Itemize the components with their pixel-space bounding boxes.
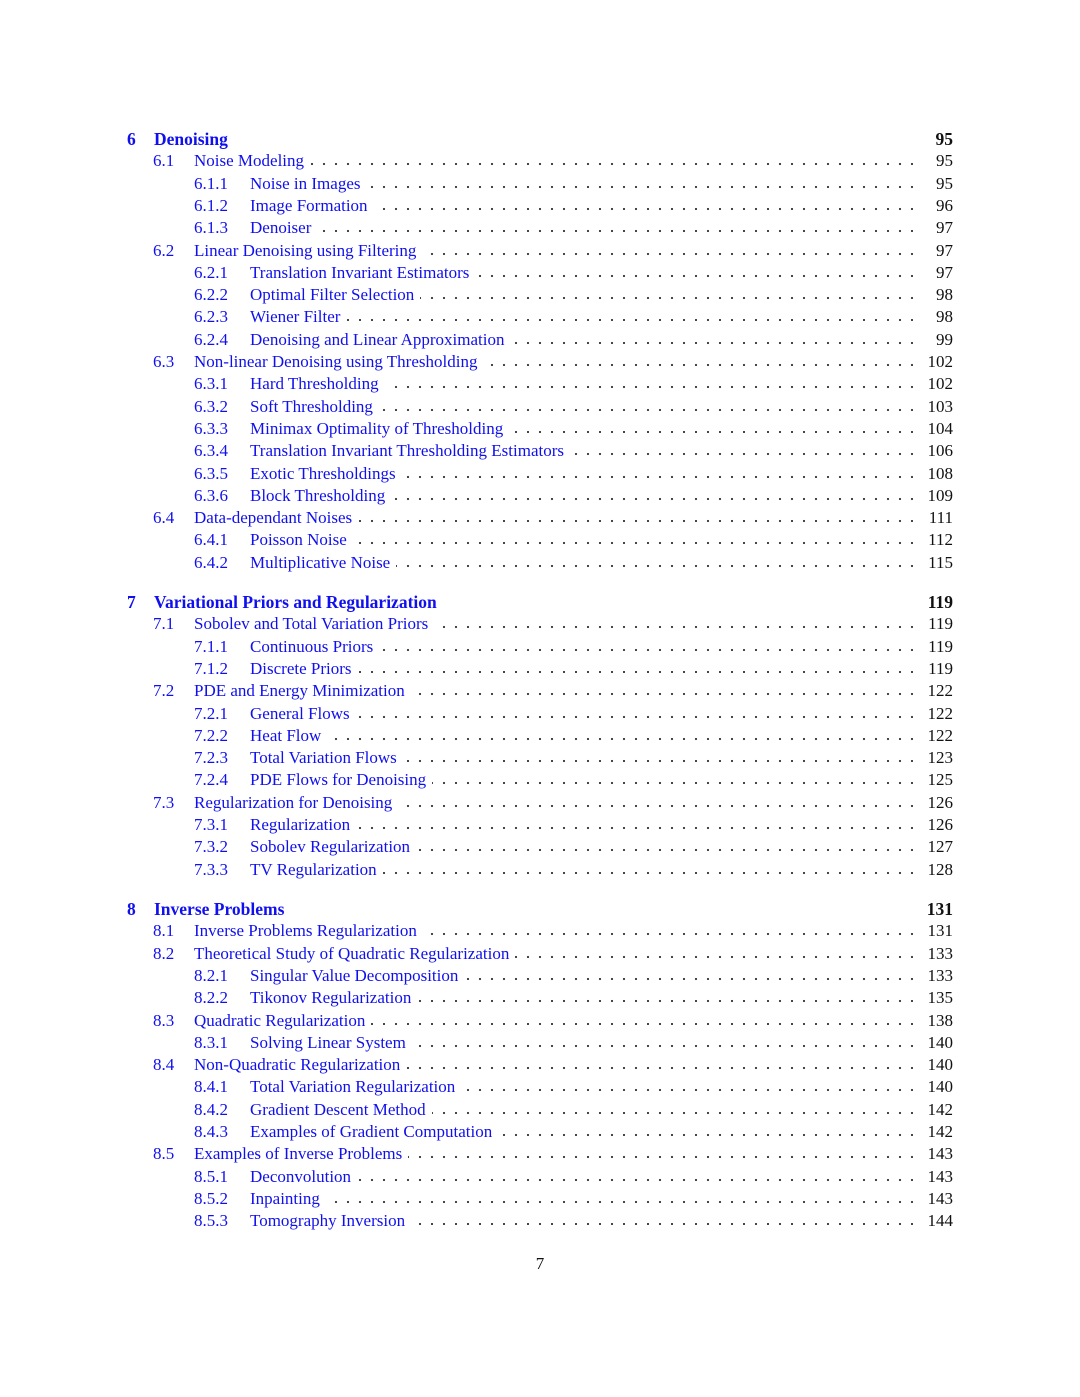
toc-subsection-number[interactable]: 8.4.2 [194, 1099, 228, 1119]
toc-page-number: 127 [913, 836, 953, 858]
toc-subsection-title[interactable]: Optimal Filter Selection [250, 284, 420, 306]
toc-section-row[interactable] [0, 1054, 1080, 1076]
dot-leader [374, 202, 918, 216]
toc-subsection-number[interactable]: 6.2.1 [194, 262, 228, 282]
dot-leader [475, 269, 918, 283]
toc-subsection-number[interactable]: 6.1.2 [194, 195, 228, 215]
toc-page-number: 143 [913, 1188, 953, 1210]
toc-subsection-number[interactable]: 6.2.4 [194, 329, 228, 349]
toc-subsection-number[interactable]: 8.4.3 [194, 1122, 228, 1141]
toc-page-number: 112 [913, 529, 953, 551]
toc-section-number[interactable]: 6.2 [153, 240, 175, 260]
toc-subsection-number[interactable]: 7.2.1 [194, 703, 228, 723]
toc-page-number: 143 [913, 1166, 953, 1188]
toc-subsection-number[interactable]: 8.2.2 [194, 988, 228, 1008]
toc-subsection-row[interactable] [0, 440, 1080, 462]
dot-leader [396, 559, 918, 573]
dot-leader [408, 1150, 918, 1164]
dot-leader [357, 1173, 918, 1187]
toc-page-number: 98 [913, 284, 953, 306]
toc-subsection-row[interactable] [0, 769, 1080, 791]
dot-leader [379, 403, 918, 417]
toc-subsection-title[interactable]: Discrete Priors [250, 658, 358, 680]
toc-chapter-title[interactable]: Inverse Problems [154, 898, 290, 920]
toc-page-number: 104 [913, 418, 953, 440]
toc-subsection-title[interactable]: General Flows [250, 703, 356, 725]
toc-chapter-row[interactable] [0, 591, 1080, 613]
toc-page-number: 131 [913, 920, 953, 942]
dot-leader [403, 754, 918, 768]
dot-leader [327, 732, 918, 746]
toc-subsection-number[interactable]: 6.4.2 [194, 552, 228, 572]
toc-subsection-title[interactable]: PDE Flows for Denoising [250, 769, 432, 791]
toc-page-number: 119 [913, 658, 953, 680]
dot-leader [383, 866, 918, 880]
toc-subsection-row[interactable] [0, 836, 1080, 858]
dot-leader [326, 1195, 918, 1209]
toc-page-number: 126 [913, 814, 953, 836]
toc-section-number[interactable]: 7.1 [153, 614, 175, 634]
toc-chapter-number[interactable]: 6 [127, 129, 136, 149]
toc-page-number: 125 [913, 769, 953, 791]
toc-subsection-row[interactable] [0, 814, 1080, 836]
toc-section-title[interactable]: Theoretical Study of Quadratic Regularization [194, 943, 515, 965]
dot-leader [412, 1039, 918, 1053]
toc-subsection-row[interactable] [0, 1166, 1080, 1188]
toc-subsection-number[interactable]: 7.2.3 [194, 748, 228, 768]
toc-section-number[interactable]: 6.3 [153, 352, 175, 371]
toc-subsection-title[interactable]: Wiener Filter [250, 306, 346, 328]
toc-section-title[interactable]: PDE and Energy Minimization [194, 680, 411, 702]
dot-leader [358, 665, 918, 679]
toc-page-number: 128 [913, 859, 953, 881]
toc-section-row[interactable] [0, 1010, 1080, 1032]
toc-page-number: 122 [913, 703, 953, 725]
toc-section-number[interactable]: 8.1 [153, 921, 175, 941]
toc-subsection-title[interactable]: Tikonov Regularization [250, 987, 417, 1009]
toc-section-row[interactable] [0, 240, 1080, 262]
toc-chapter-title[interactable]: Variational Priors and Regularization [154, 591, 443, 613]
dot-leader [420, 291, 918, 305]
toc-subsection-title[interactable]: Examples of Gradient Computation [250, 1121, 498, 1143]
toc-subsection-row[interactable] [0, 1099, 1080, 1121]
toc-subsection-title[interactable]: Total Variation Regularization [250, 1076, 461, 1098]
toc-page-number: 144 [913, 1210, 953, 1232]
toc-chapter-row[interactable] [0, 128, 1080, 150]
toc-subsection-row[interactable] [0, 1032, 1080, 1054]
toc-subsection-title[interactable]: Gradient Descent Method [250, 1099, 432, 1121]
toc-page-number: 140 [913, 1032, 953, 1054]
toc-page-number: 106 [913, 440, 953, 462]
toc-subsection-row[interactable] [0, 987, 1080, 1009]
dot-leader [398, 799, 918, 813]
toc-page-number: 96 [913, 195, 953, 217]
toc-section-number[interactable]: 7.2 [153, 681, 175, 701]
toc-subsection-title[interactable]: Denoising and Linear Approximation [250, 329, 510, 351]
toc-page-number: 126 [913, 792, 953, 814]
toc-page-number: 102 [913, 373, 953, 395]
toc-page-number: 97 [913, 262, 953, 284]
toc-subsection-title[interactable]: Singular Value Decomposition [250, 965, 464, 987]
toc-subsection-number[interactable]: 7.3.2 [194, 837, 228, 857]
toc-page-number: 119 [913, 613, 953, 635]
dot-leader [570, 447, 918, 461]
dot-leader [432, 776, 918, 790]
toc-subsection-row[interactable] [0, 965, 1080, 987]
toc-subsection-title[interactable]: Translation Invariant Thresholding Estimators [250, 440, 570, 462]
toc-section-number[interactable]: 6.1 [153, 151, 175, 171]
toc-section-row[interactable] [0, 920, 1080, 942]
toc-subsection-title[interactable]: Translation Invariant Estimators [250, 262, 475, 284]
dot-leader [366, 180, 918, 194]
toc-subsection-title[interactable]: Heat Flow [250, 725, 327, 747]
dot-leader [509, 425, 918, 439]
toc-page-number: 138 [913, 1010, 953, 1032]
toc-subsection-number[interactable]: 6.4.1 [194, 530, 228, 550]
toc-subsection-number[interactable]: 7.1.2 [194, 658, 228, 678]
toc-subsection-title[interactable]: Total Variation Flows [250, 747, 403, 769]
toc-subsection-row[interactable] [0, 1121, 1080, 1143]
toc-subsection-row[interactable] [0, 1210, 1080, 1232]
toc-subsection-title[interactable]: Sobolev Regularization [250, 836, 416, 858]
toc-subsection-row[interactable] [0, 195, 1080, 217]
toc-section-row[interactable] [0, 613, 1080, 635]
dot-leader [432, 1106, 918, 1120]
toc-subsection-row[interactable] [0, 217, 1080, 239]
toc-subsection-number[interactable]: 7.3.3 [194, 859, 228, 879]
toc-page-number: 140 [913, 1076, 953, 1098]
toc-subsection-row[interactable] [0, 747, 1080, 769]
toc-page-number: 108 [913, 463, 953, 485]
toc-subsection-row[interactable] [0, 373, 1080, 395]
toc-page-number: 99 [913, 329, 953, 351]
toc-subsection-title[interactable]: Hard Thresholding [250, 373, 385, 395]
toc-subsection-number[interactable]: 8.5.1 [194, 1166, 228, 1186]
toc-subsection-title[interactable]: Continuous Priors [250, 636, 379, 658]
toc-subsection-row[interactable] [0, 859, 1080, 881]
toc-subsection-number[interactable]: 8.5.3 [194, 1211, 228, 1231]
dot-leader [379, 643, 918, 657]
toc-section-row[interactable] [0, 792, 1080, 814]
toc-subsection-number[interactable]: 8.2.1 [194, 965, 228, 985]
toc-section-row[interactable] [0, 150, 1080, 172]
toc-subsection-number[interactable]: 8.5.2 [194, 1188, 228, 1208]
toc-section-row[interactable] [0, 943, 1080, 965]
dot-leader [416, 843, 918, 857]
toc-page-number: 95 [913, 128, 953, 150]
toc-subsection-title[interactable]: Noise in Images [250, 173, 366, 195]
toc-section-number[interactable]: 7.3 [153, 792, 175, 812]
toc-subsection-number[interactable]: 6.3.4 [194, 441, 228, 461]
toc-section-row[interactable] [0, 507, 1080, 529]
dot-leader [498, 1128, 918, 1142]
toc-subsection-row[interactable] [0, 552, 1080, 574]
dot-leader [510, 336, 918, 350]
toc-subsection-title[interactable]: Block Thresholding [250, 485, 391, 507]
toc-subsection-row[interactable] [0, 396, 1080, 418]
toc-section-title[interactable]: Sobolev and Total Variation Priors [194, 613, 434, 635]
page-number: 7 [535, 1254, 545, 1273]
toc-page-number: 97 [913, 217, 953, 239]
toc-subsection-number[interactable]: 8.3.1 [194, 1032, 228, 1052]
toc-subsection-number[interactable]: 6.3.6 [194, 485, 228, 505]
toc-subsection-row[interactable] [0, 306, 1080, 328]
toc-subsection-number[interactable]: 6.2.3 [194, 307, 228, 327]
toc-page-number: 111 [913, 507, 953, 529]
dot-leader [385, 380, 918, 394]
toc-subsection-number[interactable]: 6.3.2 [194, 396, 228, 416]
dot-leader [317, 224, 918, 238]
dot-leader [346, 313, 918, 327]
toc-subsection-number[interactable]: 7.2.4 [194, 770, 228, 790]
toc-subsection-row[interactable] [0, 529, 1080, 551]
toc-subsection-row[interactable] [0, 262, 1080, 284]
toc-subsection-number[interactable]: 7.2.2 [194, 725, 228, 745]
toc-subsection-row[interactable] [0, 703, 1080, 725]
toc-subsection-row[interactable] [0, 418, 1080, 440]
toc-section-title[interactable]: Linear Denoising using Filtering [194, 240, 422, 262]
toc-subsection-title[interactable]: TV Regularization [250, 859, 383, 881]
dot-leader [402, 470, 918, 484]
toc-page-number: 122 [913, 725, 953, 747]
dot-leader [356, 710, 918, 724]
dot-leader [423, 927, 918, 941]
toc-page-number: 102 [913, 351, 953, 373]
dot-leader [310, 157, 918, 171]
dot-leader [464, 972, 918, 986]
toc-section-number[interactable]: 8.5 [153, 1144, 175, 1164]
toc-page-number: 97 [913, 240, 953, 262]
toc-subsection-title[interactable]: Image Formation [250, 195, 374, 217]
toc-subsection-title[interactable]: Minimax Optimality of Thresholding [250, 418, 509, 440]
toc-page-number: 133 [913, 965, 953, 987]
toc-page-number: 103 [913, 396, 953, 418]
toc-chapter-title[interactable]: Denoising [154, 128, 234, 150]
toc-subsection-title[interactable]: Regularization [250, 814, 356, 836]
toc-chapter-row[interactable] [0, 898, 1080, 920]
toc-page-number: 131 [913, 898, 953, 920]
toc-page-number: 135 [913, 987, 953, 1009]
toc-section-title[interactable]: Non-Quadratic Regularization [194, 1054, 406, 1076]
toc-subsection-row[interactable] [0, 1188, 1080, 1210]
toc-section-title[interactable]: Non-linear Denoising using Thresholding [194, 351, 483, 373]
toc-section-row[interactable] [0, 680, 1080, 702]
toc-page-number: 123 [913, 747, 953, 769]
toc-subsection-title[interactable]: Exotic Thresholdings [250, 463, 402, 485]
dot-leader [356, 821, 918, 835]
toc-subsection-number[interactable]: 6.3.1 [194, 374, 228, 394]
toc-subsection-row[interactable] [0, 463, 1080, 485]
toc-section-number[interactable]: 8.3 [153, 1010, 175, 1030]
toc-subsection-row[interactable] [0, 725, 1080, 747]
toc-page-number: 142 [913, 1099, 953, 1121]
toc-subsection-title[interactable]: Denoiser [250, 217, 317, 239]
toc-subsection-title[interactable]: Deconvolution [250, 1166, 357, 1188]
toc-chapter-number[interactable]: 8 [127, 899, 136, 919]
dot-leader [411, 687, 918, 701]
toc-subsection-title[interactable]: Multiplicative Noise [250, 552, 396, 574]
toc-page-number: 95 [913, 173, 953, 195]
dot-leader [358, 514, 918, 528]
toc-page-number: 115 [913, 552, 953, 574]
toc-chapter-number[interactable]: 7 [127, 592, 136, 612]
toc-subsection-row[interactable] [0, 173, 1080, 195]
dot-leader [371, 1017, 918, 1031]
dot-leader [434, 620, 918, 634]
toc-subsection-title[interactable]: Soft Thresholding [250, 396, 379, 418]
toc-section-title[interactable]: Data-dependant Noises [194, 507, 358, 529]
toc-section-title[interactable]: Examples of Inverse Problems [194, 1143, 408, 1165]
toc-page-number: 122 [913, 680, 953, 702]
dot-leader [515, 950, 918, 964]
dot-leader [391, 492, 918, 506]
toc-subsection-row[interactable] [0, 658, 1080, 680]
toc-subsection-row[interactable] [0, 485, 1080, 507]
toc-page-number: 140 [913, 1054, 953, 1076]
toc-subsection-title[interactable]: Inpainting [250, 1188, 326, 1210]
toc-page-number: 133 [913, 943, 953, 965]
dot-leader [483, 358, 918, 372]
dot-leader [422, 247, 918, 261]
toc-page-number: 109 [913, 485, 953, 507]
toc-page-number: 142 [913, 1121, 953, 1143]
toc-subsection-row[interactable] [0, 636, 1080, 658]
dot-leader [461, 1083, 918, 1097]
toc-section-number[interactable]: 8.4 [153, 1055, 175, 1075]
toc-subsection-number[interactable]: 6.1.3 [194, 218, 228, 238]
toc-subsection-number[interactable]: 7.3.1 [194, 815, 228, 834]
toc-section-number[interactable]: 8.2 [153, 943, 175, 963]
toc-page-number: 95 [913, 150, 953, 172]
toc-subsection-number[interactable]: 7.1.1 [194, 636, 228, 656]
toc-section-title[interactable]: Noise Modeling [194, 150, 310, 172]
dot-leader [411, 1217, 918, 1231]
dot-leader [353, 536, 918, 550]
toc-section-title[interactable]: Quadratic Regularization [194, 1010, 371, 1032]
toc-section-title[interactable]: Inverse Problems Regularization [194, 920, 423, 942]
toc-subsection-title[interactable]: Solving Linear System [250, 1032, 412, 1054]
toc-subsection-number[interactable]: 8.4.1 [194, 1077, 228, 1097]
dot-leader [406, 1061, 918, 1075]
toc-section-number[interactable]: 6.4 [153, 508, 175, 528]
toc-subsection-number[interactable]: 6.3.3 [194, 418, 228, 438]
toc-subsection-number[interactable]: 6.3.5 [194, 463, 228, 483]
toc-subsection-row[interactable] [0, 329, 1080, 351]
toc-subsection-title[interactable]: Poisson Noise [250, 529, 353, 551]
toc-section-row[interactable] [0, 1143, 1080, 1165]
toc-subsection-row[interactable] [0, 1076, 1080, 1098]
toc-page-number: 119 [913, 636, 953, 658]
toc-page-number: 98 [913, 306, 953, 328]
toc-subsection-number[interactable]: 6.1.1 [194, 173, 228, 193]
toc-subsection-number[interactable]: 6.2.2 [194, 285, 228, 305]
toc-section-title[interactable]: Regularization for Denoising [194, 792, 398, 814]
toc-section-row[interactable] [0, 351, 1080, 373]
toc-page-number: 143 [913, 1143, 953, 1165]
toc-page-number: 119 [913, 591, 953, 613]
toc-subsection-title[interactable]: Tomography Inversion [250, 1210, 411, 1232]
toc-subsection-row[interactable] [0, 284, 1080, 306]
dot-leader [417, 994, 918, 1008]
